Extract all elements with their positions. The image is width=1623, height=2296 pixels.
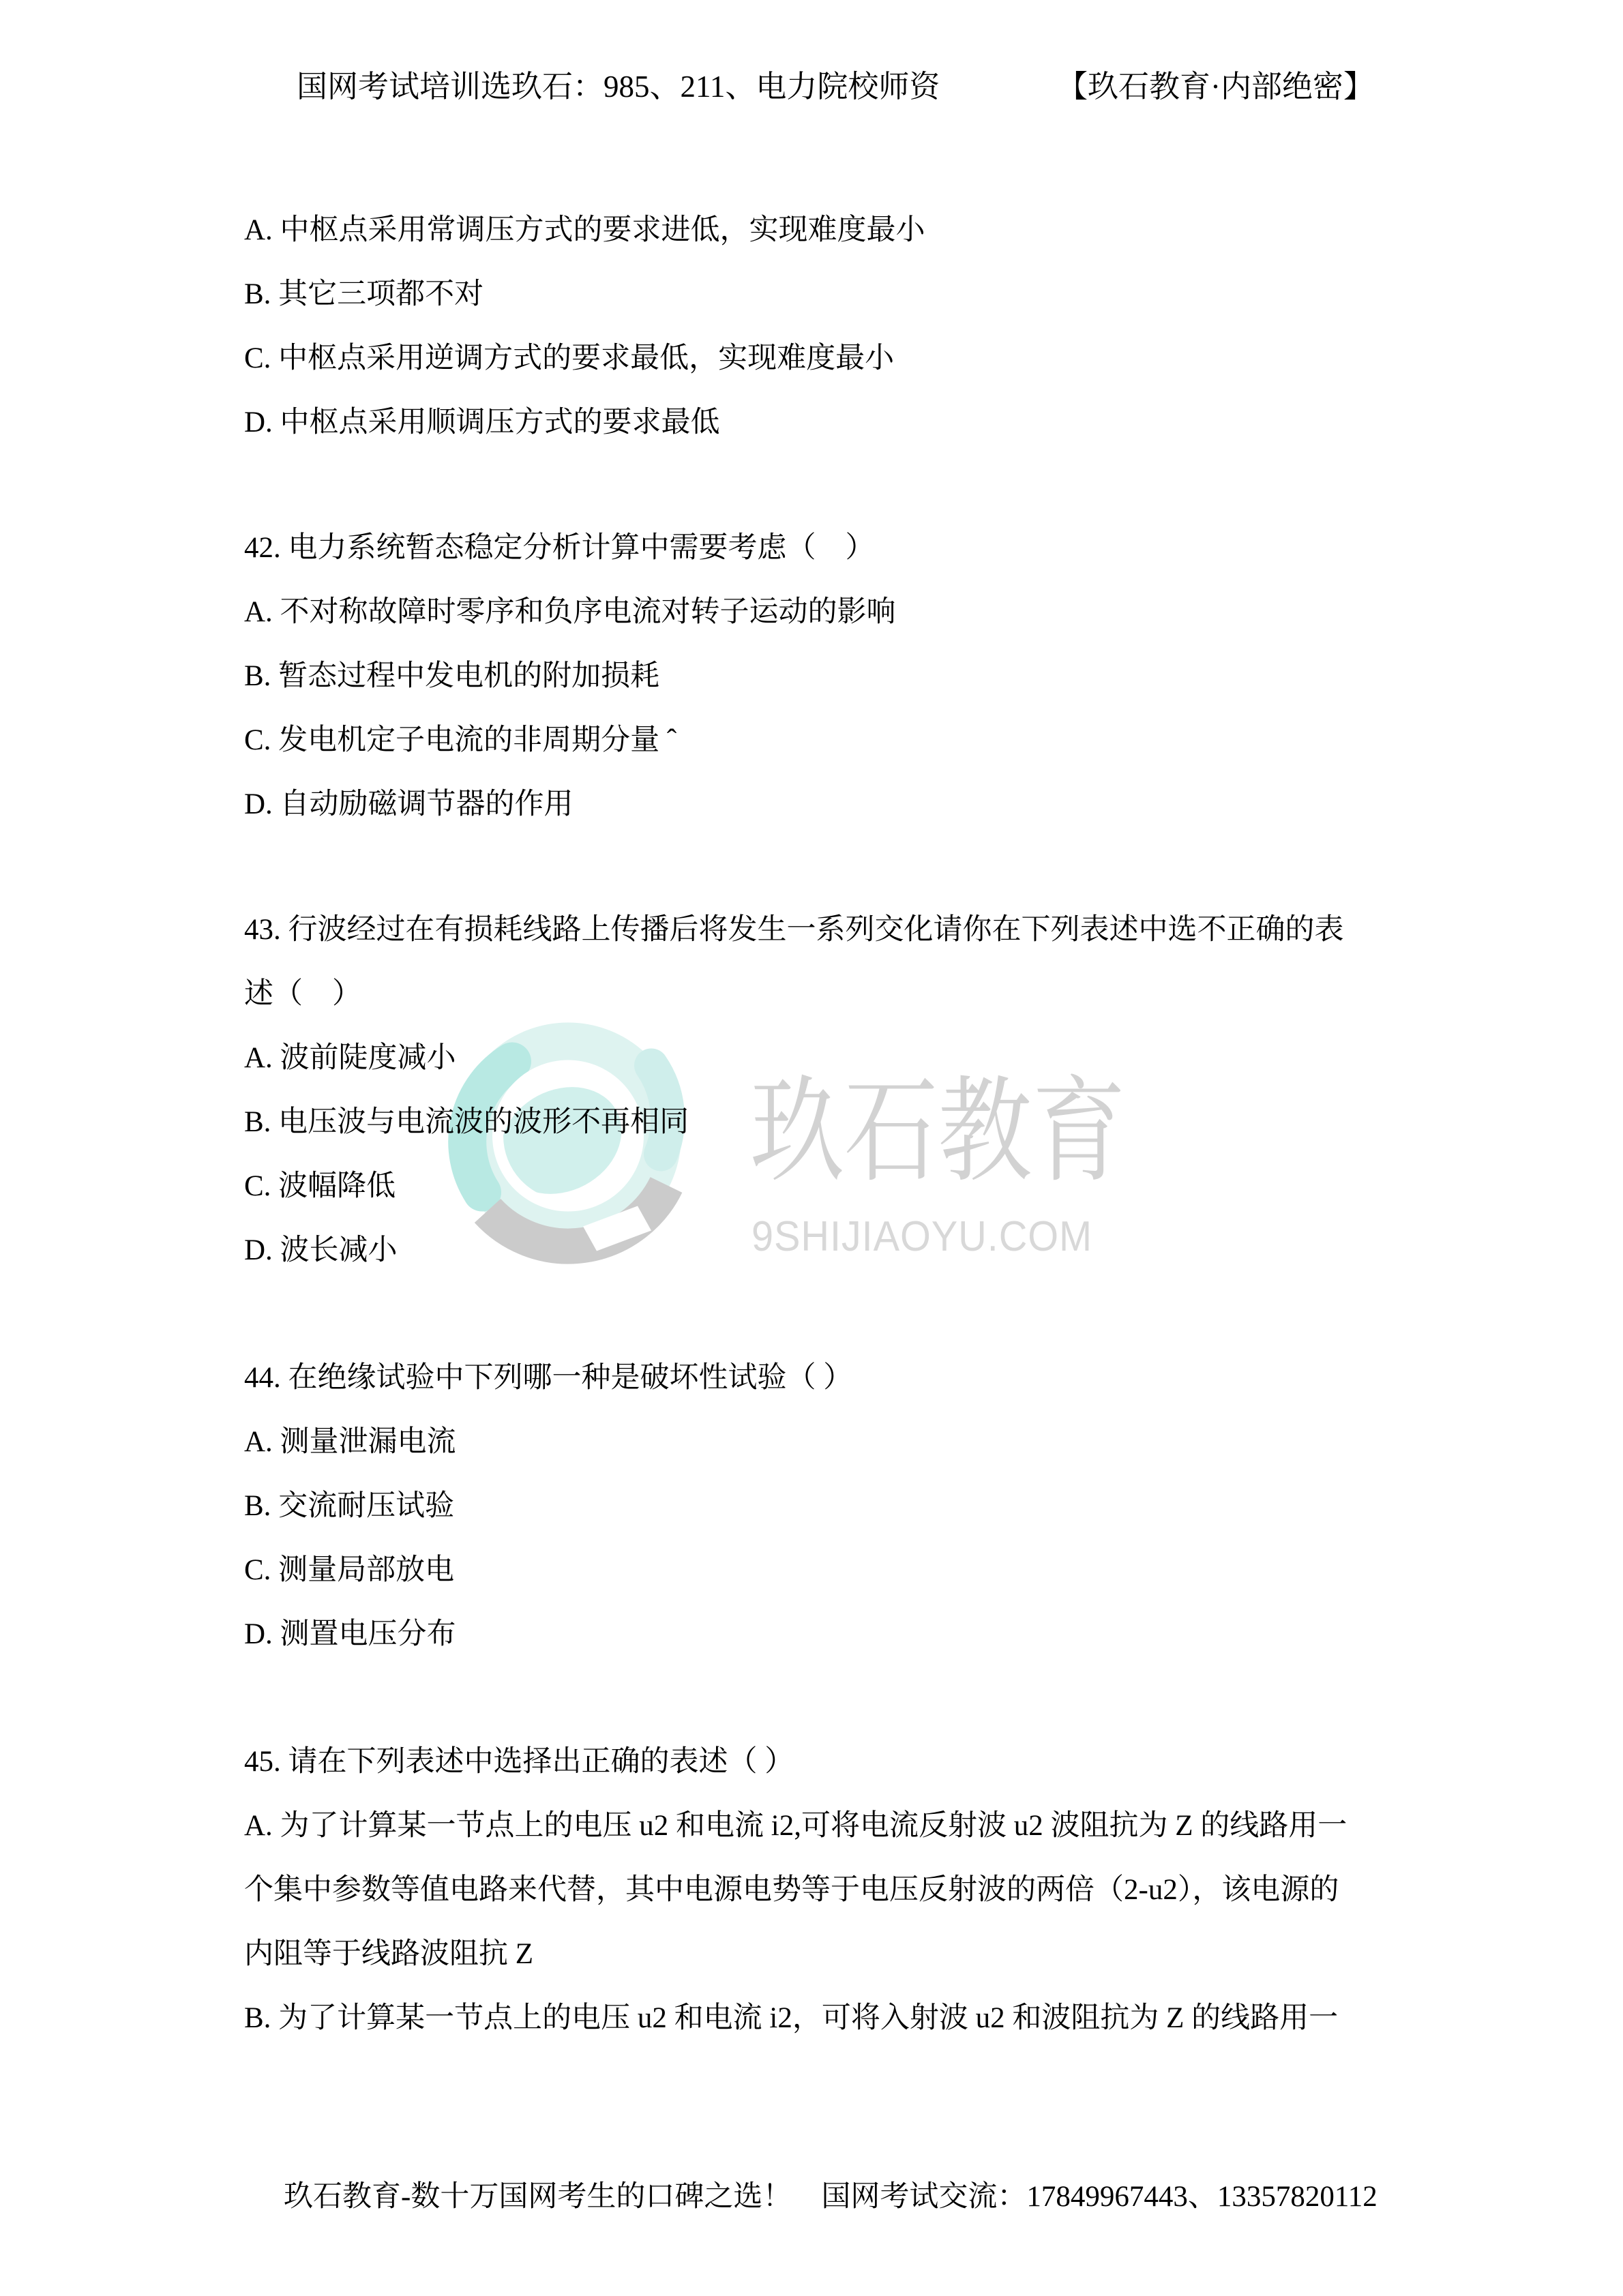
text-line: B. 其它三项都不对 [244, 278, 484, 310]
question-44 [244, 1346, 852, 1667]
text-line: C. 中枢点采用逆调方式的要求最低，实现难度最小 [244, 342, 895, 374]
text-line: 述（ ） [244, 978, 361, 1010]
question-45 [244, 1730, 1347, 2051]
text-line: 内阻等于线路波阻抗 Z [244, 1938, 534, 1970]
text-line: D. 中枢点采用顺调压方式的要求最低 [244, 406, 720, 438]
text-line: 45. 请在下列表述中选择出正确的表述（ ） [244, 1746, 794, 1778]
text-line: 42. 电力系统暂态稳定分析计算中需要考虑（ ） [244, 532, 875, 564]
text-line: D. 波长减小 [244, 1234, 398, 1266]
text-line: 个集中参数等值电路来代替，其中电源电势等于电压反射波的两倍（2-u2），该电源的 [244, 1874, 1339, 1906]
watermark-domain-text: 9SHIJIAOYU.COM [751, 1213, 1093, 1260]
text-line: D. 自动励磁调节器的作用 [244, 788, 574, 820]
text-line: A. 中枢点采用常调压方式的要求进低，实现难度最小 [244, 214, 925, 246]
header-left-text: 国网考试培训选玖石：985、211、电力院校师资 [297, 70, 940, 104]
text-line: B. 暂态过程中发电机的附加损耗 [244, 660, 660, 692]
watermark-brand-text: 玖石教育 [750, 1069, 1127, 1196]
text-line: A. 测量泄漏电流 [244, 1426, 456, 1458]
text-line: C. 波幅降低 [244, 1170, 396, 1202]
text-line: 44. 在绝缘试验中下列哪一种是破坏性试验（ ） [244, 1362, 853, 1394]
text-line: B. 交流耐压试验 [244, 1490, 455, 1522]
text-line: 43. 行波经过在有损耗线路上传播后将发生一系列交化请你在下列表述中选不正确的表 [244, 914, 1344, 946]
text-line: C. 测量局部放电 [244, 1554, 455, 1586]
text-line: B. 电压波与电流波的波形不再相同 [244, 1106, 689, 1138]
text-line: A. 不对称故障时零序和负序电流对转子运动的影响 [244, 596, 896, 628]
text-line: B. 为了计算某一节点上的电压 u2 和电流 i2，可将入射波 u2 和波阻抗为 Z 的线路用一 [244, 2002, 1339, 2034]
text-line: A. 波前陡度减小 [244, 1042, 456, 1074]
page-header [297, 68, 1374, 105]
text-line: C. 发电机定子电流的非周期分量 ˆ [244, 724, 677, 756]
page-footer: 玖石教育-数十万国网考生的口碑之选！ 国网考试交流：17849967443、13357820112 [284, 2181, 1378, 2213]
header-right-text: 【玖石教育·内部绝密】 [1057, 70, 1374, 104]
question-42 [244, 516, 896, 837]
text-line: D. 测置电压分布 [244, 1618, 456, 1650]
text-line: A. 为了计算某一节点上的电压 u2 和电流 i2,可将电流反射波 u2 波阻抗为 Z 的线路用一 [244, 1810, 1347, 1842]
question-41-options [244, 198, 925, 455]
question-43 [244, 898, 1344, 1283]
